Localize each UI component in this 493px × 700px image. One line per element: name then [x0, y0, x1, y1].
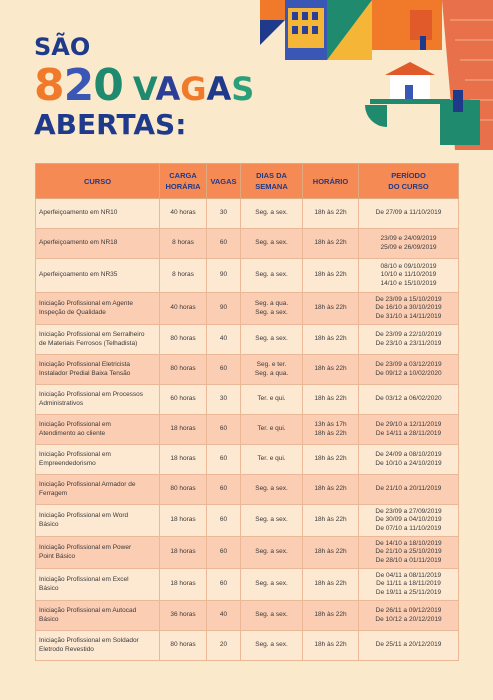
- cell-carga: 40 horas: [160, 293, 207, 325]
- cell-carga: 80 horas: [160, 355, 207, 385]
- cell-curso: Iniciação Profissional em Word Básico: [36, 505, 160, 537]
- cell-vagas: 90: [207, 259, 241, 293]
- headline-line-2: [34, 62, 254, 110]
- cell-dias: Seg. a sex.: [241, 229, 303, 259]
- cell-periodo: De 25/11 a 20/12/2019: [359, 631, 459, 661]
- cell-periodo: De 21/10 a 20/11/2019: [359, 475, 459, 505]
- cell-vagas: 60: [207, 415, 241, 445]
- cell-dias: Seg. a qua. Seg. a sex.: [241, 293, 303, 325]
- vagas-letter: A: [206, 70, 232, 108]
- cell-periodo: De 24/09 a 08/10/2019 De 10/10 a 24/10/2019: [359, 445, 459, 475]
- header-vagas: VAGAS: [207, 164, 241, 199]
- table-row: [36, 445, 459, 475]
- cell-dias: Seg. a sex.: [241, 325, 303, 355]
- cell-dias: Seg. a sex.: [241, 259, 303, 293]
- table-row: [36, 199, 459, 229]
- cell-horario: 18h às 22h: [303, 293, 359, 325]
- digit-0: 0: [93, 60, 123, 111]
- cell-dias: Ter. e qui.: [241, 415, 303, 445]
- cell-vagas: 40: [207, 325, 241, 355]
- cell-dias: Seg. a sex.: [241, 569, 303, 601]
- cell-dias: Seg. a sex.: [241, 601, 303, 631]
- cell-vagas: 30: [207, 385, 241, 415]
- cell-vagas: 60: [207, 229, 241, 259]
- cell-dias: Ter. e qui.: [241, 445, 303, 475]
- table-row: [36, 505, 459, 537]
- header-carga-horaria: CARGA HORÁRIA: [160, 164, 207, 199]
- cell-periodo: De 26/11 a 09/12/2019 De 10/12 a 20/12/2019: [359, 601, 459, 631]
- table-row: [36, 475, 459, 505]
- cell-vagas: 30: [207, 199, 241, 229]
- cell-vagas: 60: [207, 569, 241, 601]
- cell-horario: 18h às 22h: [303, 475, 359, 505]
- cell-periodo: De 23/09 a 03/12/2019 De 09/12 a 10/02/2020: [359, 355, 459, 385]
- cell-periodo: De 04/11 a 08/11/2019 De 11/11 a 18/11/2019 De 19/11 a 25/11/2019: [359, 569, 459, 601]
- cell-carga: 80 horas: [160, 631, 207, 661]
- cell-carga: 40 horas: [160, 199, 207, 229]
- vagas-word: [133, 69, 254, 109]
- cell-curso: Iniciação Profissional Eletricista Instalador Predial Baixa Tensão: [36, 355, 160, 385]
- table-row: [36, 229, 459, 259]
- vagas-letter: G: [180, 70, 207, 108]
- cell-horario: 18h às 22h: [303, 445, 359, 475]
- cell-curso: Iniciação Profissional em Processos Administrativos: [36, 385, 160, 415]
- table-row: [36, 259, 459, 293]
- cell-curso: Iniciação Profissional em Soldador Eletrodo Revestido: [36, 631, 160, 661]
- cell-dias: Seg. a sex.: [241, 199, 303, 229]
- cell-curso: Iniciação Profissional em Serralheiro de Materiais Ferrosos (Telhadista): [36, 325, 160, 355]
- cell-curso: Iniciação Profissional em Power Point Básico: [36, 537, 160, 569]
- cell-vagas: 20: [207, 631, 241, 661]
- cell-periodo: De 29/10 a 12/11/2019 De 14/11 a 28/11/2019: [359, 415, 459, 445]
- cell-periodo: De 03/12 a 06/02/2020: [359, 385, 459, 415]
- cell-carga: 8 horas: [160, 229, 207, 259]
- cell-vagas: 90: [207, 293, 241, 325]
- cell-curso: Iniciação Profissional em Empreendedorismo: [36, 445, 160, 475]
- cell-vagas: 60: [207, 505, 241, 537]
- cell-dias: Seg. a sex.: [241, 475, 303, 505]
- construction-illustration: [260, 0, 493, 150]
- cell-carga: 36 horas: [160, 601, 207, 631]
- cell-curso: Iniciação Profissional em Excel Básico: [36, 569, 160, 601]
- table-row: [36, 537, 459, 569]
- cell-carga: 18 horas: [160, 537, 207, 569]
- cell-vagas: 60: [207, 537, 241, 569]
- cell-dias: Ter. e qui.: [241, 385, 303, 415]
- header-periodo: PERÍODO DO CURSO: [359, 164, 459, 199]
- cell-horario: 13h às 17h 18h às 22h: [303, 415, 359, 445]
- cell-horario: 18h às 22h: [303, 569, 359, 601]
- cell-vagas: 60: [207, 355, 241, 385]
- table-row: [36, 325, 459, 355]
- cell-curso: Iniciação Profissional em Agente Inspeção de Qualidade: [36, 293, 160, 325]
- cell-horario: 18h às 22h: [303, 537, 359, 569]
- table-header-row: [36, 164, 459, 199]
- cell-curso: Iniciação Profissional em Atendimento ao cliente: [36, 415, 160, 445]
- cell-curso: Iniciação Profissional Armador de Ferragem: [36, 475, 160, 505]
- table-row: [36, 293, 459, 325]
- table-row: [36, 601, 459, 631]
- table-row: [36, 415, 459, 445]
- vagas-letter: S: [231, 70, 255, 108]
- cell-periodo: 08/10 e 09/10/2019 10/10 e 11/10/2019 14/10 e 15/10/2019: [359, 259, 459, 293]
- cell-periodo: De 23/09 a 27/09/2019 De 30/09 a 04/10/2019 De 07/10 a 11/10/2019: [359, 505, 459, 537]
- cell-periodo: De 23/09 a 15/10/2019 De 16/10 a 30/10/2019 De 31/10 a 14/11/2019: [359, 293, 459, 325]
- cell-dias: Seg. a sex.: [241, 505, 303, 537]
- cell-horario: 18h às 22h: [303, 505, 359, 537]
- cell-carga: 18 horas: [160, 415, 207, 445]
- cell-carga: 60 horas: [160, 385, 207, 415]
- cell-curso: Aperfeiçoamento em NR18: [36, 229, 160, 259]
- cell-horario: 18h às 22h: [303, 259, 359, 293]
- table-row: [36, 355, 459, 385]
- cell-carga: 18 horas: [160, 569, 207, 601]
- cell-curso: Aperfeiçoamento em NR10: [36, 199, 160, 229]
- cell-horario: 18h às 22h: [303, 229, 359, 259]
- header-horario: HORÁRIO: [303, 164, 359, 199]
- digit-8: 8: [34, 60, 64, 111]
- vagas-letter: A: [155, 70, 181, 108]
- vagas-letter: V: [132, 70, 156, 108]
- header-dias-da-semana: DIAS DA SEMANA: [241, 164, 303, 199]
- cell-horario: 18h às 22h: [303, 385, 359, 415]
- cell-periodo: De 23/09 a 22/10/2019 De 23/10 a 23/11/2019: [359, 325, 459, 355]
- cell-dias: Seg. a sex.: [241, 537, 303, 569]
- headline-line-3: ABERTAS:: [34, 108, 187, 141]
- cell-horario: 18h às 22h: [303, 325, 359, 355]
- header-curso: CURSO: [36, 164, 160, 199]
- cell-dias: Seg. a sex.: [241, 631, 303, 661]
- cell-dias: Seg. e ter. Seg. a qua.: [241, 355, 303, 385]
- table-row: [36, 631, 459, 661]
- cell-periodo: De 14/10 a 18/10/2019 De 21/10 a 25/10/2019 De 28/10 a 01/11/2019: [359, 537, 459, 569]
- cell-curso: Aperfeiçoamento em NR35: [36, 259, 160, 293]
- cell-carga: 80 horas: [160, 475, 207, 505]
- cell-vagas: 60: [207, 445, 241, 475]
- cell-periodo: 23/09 e 24/09/2019 25/09 e 26/09/2019: [359, 229, 459, 259]
- cell-curso: Iniciação Profissional em Autocad Básico: [36, 601, 160, 631]
- cell-vagas: 60: [207, 475, 241, 505]
- cell-carga: 18 horas: [160, 505, 207, 537]
- cell-carga: 8 horas: [160, 259, 207, 293]
- cell-horario: 18h às 22h: [303, 631, 359, 661]
- cell-vagas: 40: [207, 601, 241, 631]
- headline: [34, 34, 254, 140]
- table-row: [36, 569, 459, 601]
- cell-carga: 18 horas: [160, 445, 207, 475]
- digit-2: 2: [63, 60, 94, 111]
- table-row: [36, 385, 459, 415]
- cell-periodo: De 27/09 a 11/10/2019: [359, 199, 459, 229]
- cell-carga: 80 horas: [160, 325, 207, 355]
- courses-table: [35, 163, 459, 661]
- cell-horario: 18h às 22h: [303, 199, 359, 229]
- cell-horario: 18h às 22h: [303, 601, 359, 631]
- headline-line-1: SÃO: [34, 33, 91, 61]
- cell-horario: 18h às 22h: [303, 355, 359, 385]
